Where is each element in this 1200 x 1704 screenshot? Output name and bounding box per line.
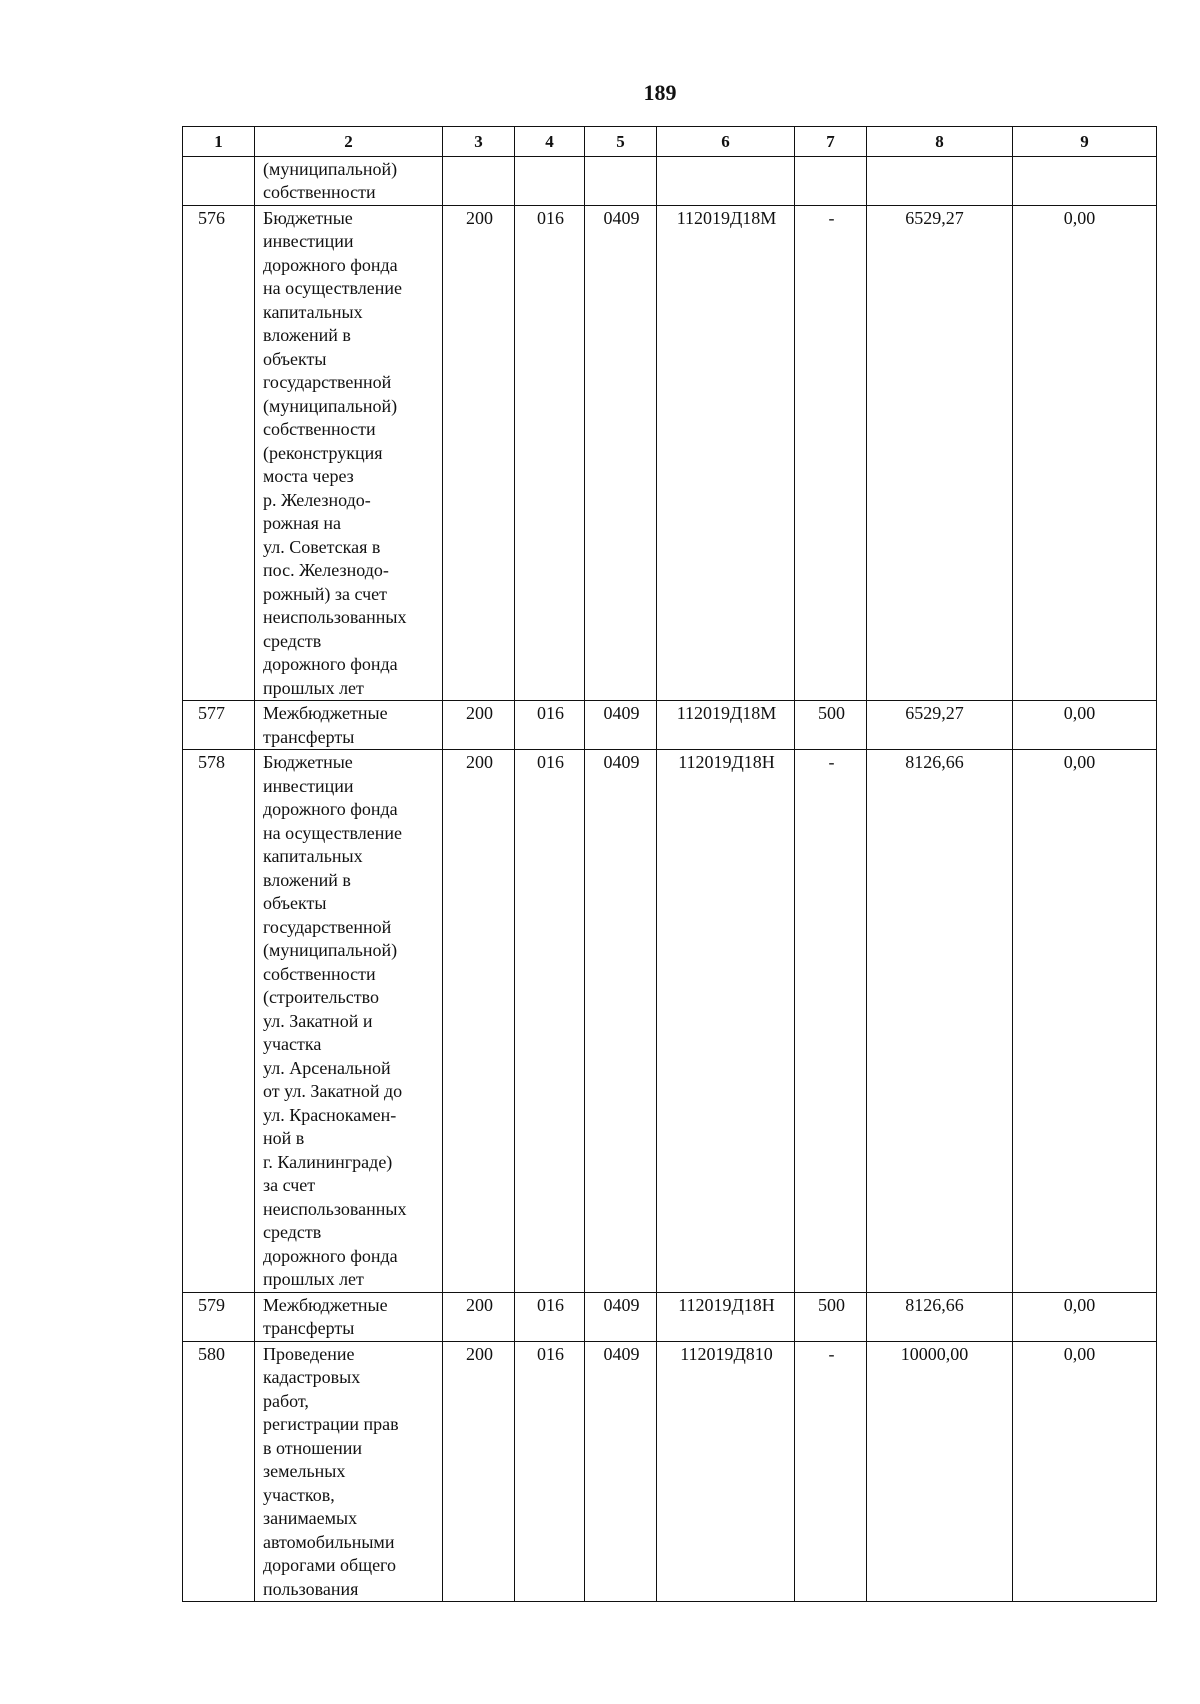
code-cell: 200 (443, 701, 515, 750)
amount-2-cell: 0,00 (1013, 205, 1157, 701)
amount-cell: 8126,66 (867, 1292, 1013, 1341)
amount-2-cell (1013, 156, 1157, 205)
item-name-cell: (муниципальной) собственности (255, 156, 443, 205)
row-number-cell: 580 (183, 1341, 255, 1602)
amount-2-cell: 0,00 (1013, 750, 1157, 1293)
expense-type-cell: - (795, 750, 867, 1293)
expense-type-cell: 500 (795, 1292, 867, 1341)
row-number-cell: 578 (183, 750, 255, 1293)
ministry-code-cell: 016 (515, 701, 585, 750)
item-name-cell: Проведение кадастровых работ, регистрации прав в отношении земельных участков, занимаемых автомобильными дорогами общего пользования (255, 1341, 443, 1602)
section-code-cell: 0409 (585, 1292, 657, 1341)
amount-cell: 6529,27 (867, 701, 1013, 750)
column-header: 8 (867, 127, 1013, 157)
table-row (183, 156, 1157, 205)
target-article-cell: 112019Д18М (657, 205, 795, 701)
column-header: 9 (1013, 127, 1157, 157)
item-name-cell: Межбюджетные трансферты (255, 701, 443, 750)
section-code-cell: 0409 (585, 750, 657, 1293)
ministry-code-cell: 016 (515, 750, 585, 1293)
section-code-cell: 0409 (585, 205, 657, 701)
row-number-cell: 579 (183, 1292, 255, 1341)
table-row (183, 750, 1157, 1293)
column-header: 6 (657, 127, 795, 157)
amount-2-cell: 0,00 (1013, 701, 1157, 750)
row-number-cell: 577 (183, 701, 255, 750)
table-row (183, 701, 1157, 750)
code-cell: 200 (443, 1341, 515, 1602)
header-row (183, 127, 1157, 157)
ministry-code-cell: 016 (515, 205, 585, 701)
code-cell: 200 (443, 205, 515, 701)
ministry-code-cell: 016 (515, 1341, 585, 1602)
budget-table (182, 126, 1157, 1602)
table-body (183, 156, 1157, 1602)
target-article-cell: 112019Д18Н (657, 1292, 795, 1341)
target-article-cell: 112019Д18М (657, 701, 795, 750)
amount-cell: 10000,00 (867, 1341, 1013, 1602)
ministry-code-cell: 016 (515, 1292, 585, 1341)
column-header: 5 (585, 127, 657, 157)
row-number-cell: 576 (183, 205, 255, 701)
column-header: 3 (443, 127, 515, 157)
item-name-cell: Бюджетные инвестиции дорожного фонда на осуществление капитальных вложений в объекты государственной (муниципальной) собственности (реконструкция моста через р. Железнодо- рожная на ул. Советская в пос. Железнодо- рожный) за счет неиспользованных средств дорожного фонда прошлых лет (255, 205, 443, 701)
target-article-cell (657, 156, 795, 205)
target-article-cell: 112019Д18Н (657, 750, 795, 1293)
column-header: 7 (795, 127, 867, 157)
amount-2-cell: 0,00 (1013, 1292, 1157, 1341)
column-header: 2 (255, 127, 443, 157)
page-number: 189 (643, 80, 677, 105)
amount-cell: 8126,66 (867, 750, 1013, 1293)
item-name-cell: Межбюджетные трансферты (255, 1292, 443, 1341)
table-row (183, 1341, 1157, 1602)
expense-type-cell: - (795, 1341, 867, 1602)
amount-cell: 6529,27 (867, 205, 1013, 701)
section-code-cell (585, 156, 657, 205)
section-code-cell: 0409 (585, 1341, 657, 1602)
section-code-cell: 0409 (585, 701, 657, 750)
expense-type-cell: 500 (795, 701, 867, 750)
expense-type-cell (795, 156, 867, 205)
expense-type-cell: - (795, 205, 867, 701)
column-header: 4 (515, 127, 585, 157)
code-cell (443, 156, 515, 205)
code-cell: 200 (443, 1292, 515, 1341)
code-cell: 200 (443, 750, 515, 1293)
table-row (183, 1292, 1157, 1341)
ministry-code-cell (515, 156, 585, 205)
column-header: 1 (183, 127, 255, 157)
amount-2-cell: 0,00 (1013, 1341, 1157, 1602)
amount-cell (867, 156, 1013, 205)
item-name-cell: Бюджетные инвестиции дорожного фонда на осуществление капитальных вложений в объекты государственной (муниципальной) собственности (строительство ул. Закатной и участка ул. Арсенальной от ул. Закатной до ул. Краснокамен- ной в г. Калининграде) за счет неиспользованных средств дорожного фонда прошлых лет (255, 750, 443, 1293)
row-number-cell (183, 156, 255, 205)
table-row (183, 205, 1157, 701)
target-article-cell: 112019Д810 (657, 1341, 795, 1602)
